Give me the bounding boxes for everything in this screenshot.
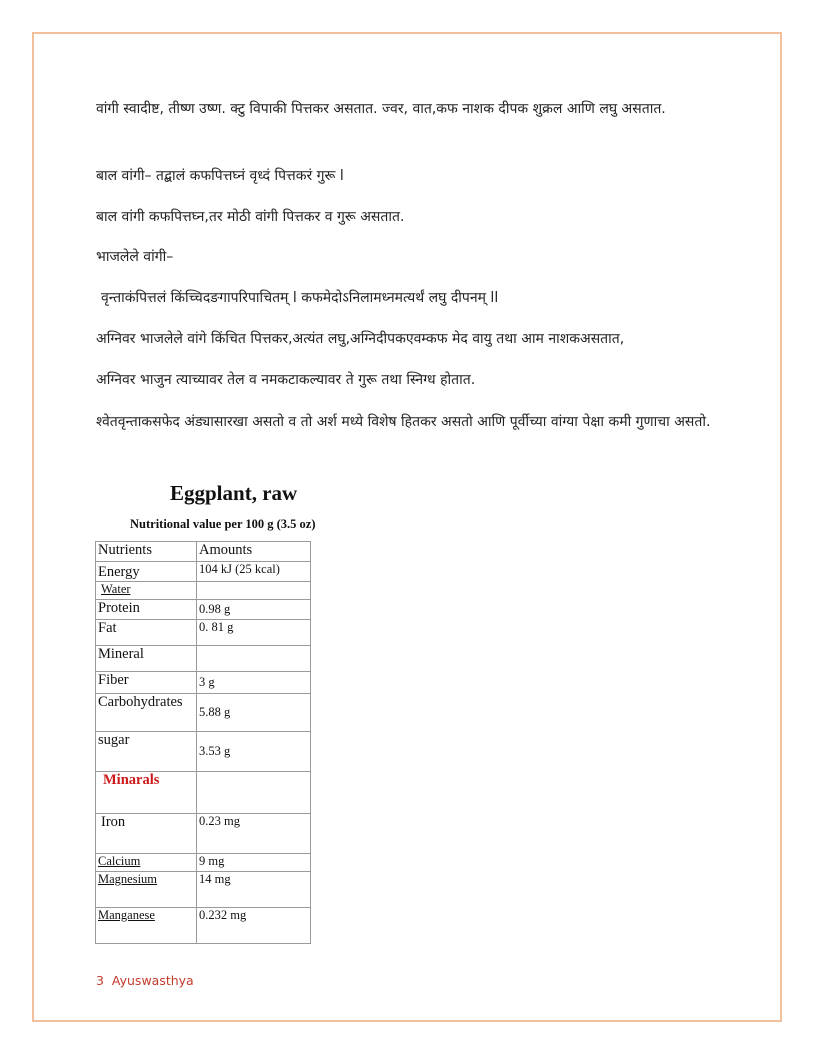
- table-row: [96, 694, 311, 732]
- table-row: [96, 582, 311, 600]
- nutrient-cell: Fiber: [96, 672, 197, 694]
- nutrient-cell: Protein: [96, 600, 197, 620]
- amount-cell: 104 kJ (25 kcal): [197, 562, 311, 582]
- table-row: [96, 908, 311, 944]
- amount-cell: 9 mg: [197, 854, 311, 872]
- paragraph-roasted-verse: वृन्ताकंपित्तलं किंच्चिदङगापरिपाचितम् l कफमेदोऽनिलामध्नमत्यर्थं लघु दीपनम् ll: [101, 290, 499, 306]
- table-row: [96, 600, 311, 620]
- table-row: [96, 562, 311, 582]
- nutrient-cell: sugar: [96, 732, 197, 772]
- nutrient-cell: Magnesium: [96, 872, 197, 908]
- paragraph-roasted-meaning: अग्निवर भाजलेले वांगे किंचित पित्तकर,अत्यंत लघु,अग्निदीपकएवम्कफ मेद वायु तथा आम नाशकअसतात,: [96, 331, 625, 347]
- nutrient-cell: Fat: [96, 620, 197, 646]
- table-header-row: [96, 542, 311, 562]
- nutrition-title: Eggplant, raw: [170, 481, 298, 505]
- amount-cell: 3 g: [197, 672, 311, 694]
- amount-cell: 3.53 g: [197, 732, 311, 772]
- nutrient-cell: Iron: [96, 814, 197, 854]
- table-row: [96, 672, 311, 694]
- paragraph-intro: वांगी स्वादीष्ट, तीष्ण उष्ण. क्टु विपाकी पित्तकर असतात. ज्वर, वात,कफ नाशक दीपक शुक्रल आणि लघु असतात.: [96, 101, 666, 117]
- page-number: 3: [96, 973, 104, 988]
- table-row: [96, 620, 311, 646]
- amount-cell: 5.88 g: [197, 694, 311, 732]
- nutrient-cell: Water: [96, 582, 197, 600]
- table-row: [96, 732, 311, 772]
- table-row: [96, 814, 311, 854]
- nutrient-cell: Manganese: [96, 908, 197, 944]
- header-amount: Amounts: [197, 542, 311, 562]
- minerals-label: Minarals: [103, 772, 160, 788]
- amount-cell: 14 mg: [197, 872, 311, 908]
- table-row: [96, 854, 311, 872]
- table-row: [96, 646, 311, 672]
- nutrient-cell: Calcium: [96, 854, 197, 872]
- nutrition-subtitle: Nutritional value per 100 g (3.5 oz): [130, 517, 316, 531]
- amount-cell: 0.98 g: [197, 600, 311, 620]
- nutrient-cell: Carbohydrates: [96, 694, 197, 732]
- nutrient-cell: Energy: [96, 562, 197, 582]
- amount-cell: 0.23 mg: [197, 814, 311, 854]
- amount-cell: [197, 646, 311, 672]
- table-row: [96, 772, 311, 814]
- paragraph-bal-vangi-meaning: बाल वांगी कफपित्तघ्न,तर मोठी वांगी पित्तकर व गुरू असतात.: [96, 209, 405, 225]
- footer-site-name: Ayuswasthya: [111, 973, 194, 988]
- paragraph-roasted-heading: भाजलेले वांगी–: [96, 249, 174, 265]
- amount-cell: 0.232 mg: [197, 908, 311, 944]
- nutrition-table: [95, 541, 311, 944]
- nutrient-cell: Mineral: [96, 646, 197, 672]
- paragraph-bal-vangi-verse: बाल वांगी– तद्बालं कफपित्तघ्नं वृध्दं पित्तकरं गुरू l: [96, 168, 344, 184]
- amount-cell: [197, 772, 311, 814]
- minerals-section-label: [96, 772, 197, 814]
- table-row: [96, 872, 311, 908]
- amount-cell: [197, 582, 311, 600]
- amount-cell: 0. 81 g: [197, 620, 311, 646]
- paragraph-roasted-oil: अग्निवर भाजुन त्याच्यावर तेल व नमकटाकल्यावर ते गुरू तथा स्निग्ध होतात.: [96, 372, 476, 388]
- header-nutrient: Nutrients: [96, 542, 197, 562]
- page-footer: [96, 973, 194, 988]
- paragraph-white-eggplant: श्वेतवृन्ताकसफेद अंड्यासारखा असतो व तो अर्श मध्ये विशेष हितकर असतो आणि पूर्वीच्या वांग्या पेक्षा कमी गुणाचा असतो.: [96, 414, 711, 430]
